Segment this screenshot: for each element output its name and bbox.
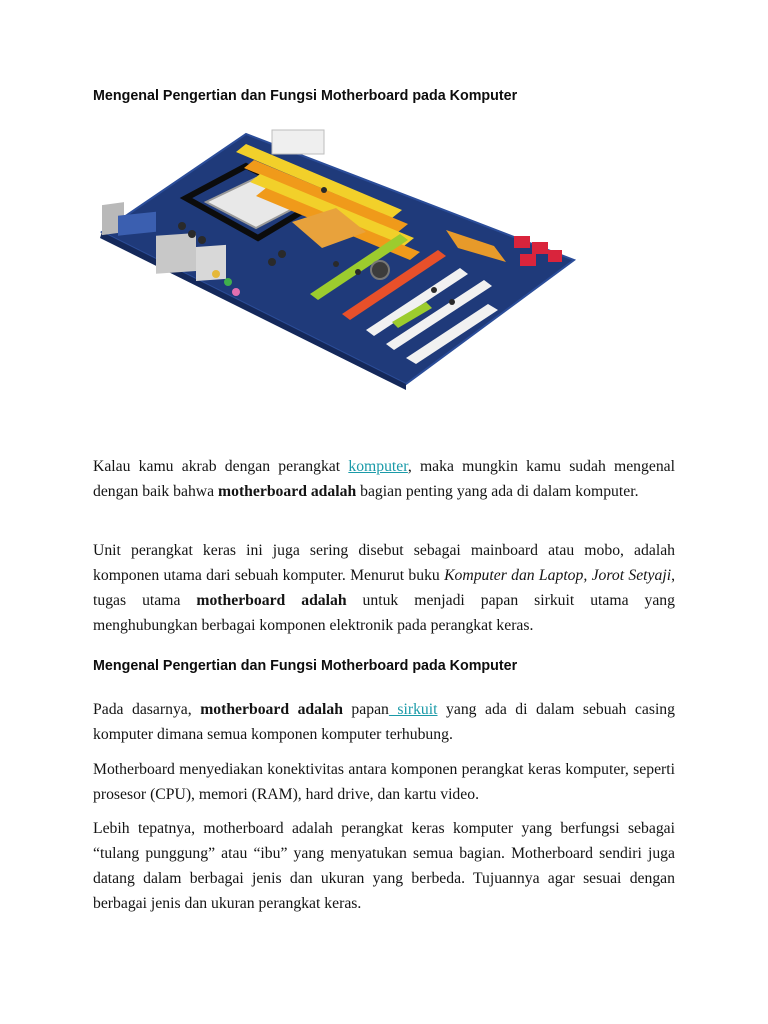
backbone-paragraph: Lebih tepatnya, motherboard adalah perangkat keras komputer yang berfungsi sebagai “tulang punggung” atau “ibu” yang menyatukan semua bagian. Motherboard sendiri juga datang dalam berbagai jenis dan ukuran yang berbeda. Tujuannya agar sesuai dengan berbagai jenis dan ukuran perangkat keras. (93, 820, 675, 912)
section-heading: Mengenal Pengertian dan Fungsi Motherboard pada Komputer (93, 658, 518, 674)
basics-paragraph (93, 697, 675, 747)
text-segment: , maka mungkin kamu sudah mengenal dengan baik bahwa (93, 458, 675, 500)
text-segment: , tugas utama (93, 567, 675, 609)
article-title: Mengenal Pengertian dan Fungsi Motherboard pada Komputer (93, 88, 518, 104)
connectivity-paragraph: Motherboard menyediakan konektivitas antara komponen perangkat keras komputer, seperti prosesor (CPU), memori (RAM), hard drive, dan kartu video. (93, 761, 675, 803)
link-sirkuit[interactable]: sirkuit (388, 701, 438, 718)
bold-term: motherboard adalah (196, 592, 347, 609)
bold-term: motherboard adalah (218, 483, 357, 500)
text-segment: untuk menjadi papan sirkuit utama yang menghubungkan berbagai komponen elektronik pada perangkat keras. (93, 592, 675, 634)
intro-paragraph (93, 454, 675, 504)
text-segment: Pada dasarnya, (93, 701, 201, 718)
motherboard-image (96, 122, 578, 390)
text-segment: yang ada di dalam sebuah casing komputer dimana semua komponen komputer terhubung. (93, 701, 675, 743)
text-segment: papan (342, 701, 389, 718)
bold-term: motherboard adalah (200, 701, 343, 718)
text-segment: bagian penting yang ada di dalam komputer. (356, 483, 639, 500)
text-segment: Kalau kamu akrab dengan perangkat (93, 458, 349, 475)
book-title: Komputer dan Laptop, Jorot Setyaji (444, 567, 672, 584)
definition-paragraph (93, 538, 675, 638)
text-segment: Unit perangkat keras ini juga sering disebut sebagai mainboard atau mobo, adalah komponen utama dari sebuah komputer. Menurut buku (93, 542, 675, 584)
motherboard-photo-icon (96, 122, 578, 390)
link-komputer[interactable]: komputer (348, 458, 408, 475)
